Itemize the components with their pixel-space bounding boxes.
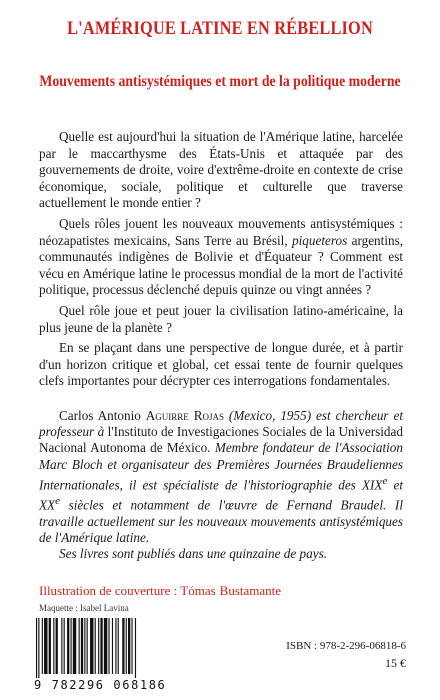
- barcode-bar: [64, 618, 65, 674]
- bio-superscript-2: e: [55, 495, 61, 508]
- barcode-bar: [44, 618, 47, 674]
- author-bio-paragraph: [39, 408, 403, 546]
- isbn: ISBN : 978-2-296-06818-6: [286, 640, 406, 652]
- barcode-bar: [87, 618, 88, 674]
- illustration-credit-label: Illustration de couverture : Tómas: [39, 583, 216, 598]
- illustration-credit: [39, 583, 281, 599]
- barcode-bar: [95, 618, 96, 674]
- blurb-paragraph-2-start: Quels rôles jouent les nouveaux mouvements antisystémiques : néozapatistes mexicains, Sans Terre au Brésil,: [39, 215, 403, 248]
- barcode-bar: [38, 618, 39, 678]
- price: 15 €: [385, 656, 406, 670]
- bio-sentence-5: siècles et notamment de l'œuvre de Fernand Braudel. Il travaille actuellement sur les nouveaux mouvements antisystémiques de l'Amérique latine.: [39, 497, 403, 546]
- barcode-bar: [122, 618, 124, 674]
- bio-sentence-6: Ses livres sont publiés dans une quinzaine de pays.: [59, 546, 327, 562]
- barcode-bars: [34, 618, 184, 678]
- author-given-name: Carlos Antonio: [59, 408, 146, 423]
- barcode-bar: [67, 618, 69, 674]
- blurb-paragraph-2: [39, 216, 403, 299]
- blurb-paragraph-3: Quel rôle joue et peut jouer la civilisation latino-américaine, la plus jeune de la planète ?: [39, 302, 403, 335]
- barcode-bar: [135, 618, 136, 678]
- maquette-credit: Maquette : Isabel Lavina: [39, 603, 129, 613]
- blurb-paragraph-1: Quelle est aujourd'hui la situation de l'Amérique latine, harcelée par le maccarthysme des États-Unis et attaquée par des gouvernements de droite, voire d'extrême-droite en contexte de crise économique, sociale, politique et culturelle que traverse actuellement le monde entier ?: [39, 129, 403, 211]
- barcode-bar: [79, 618, 80, 674]
- barcode-bar: [71, 618, 72, 674]
- book-title: L'AMÉRIQUE LATINE EN RÉBELLION: [67, 18, 373, 39]
- barcode-bar: [131, 618, 132, 674]
- barcode-bar: [42, 618, 43, 674]
- blurb-paragraph-4: En se plaçant dans une perspective de longue durée, et à partir d'un horizon critique et global, cet essai tente de fournir quelques clefs importantes pour décrypter ces interrogations fondamentales.: [39, 340, 403, 389]
- book-subtitle: Mouvements antisystémiques et mort de la politique moderne: [39, 73, 401, 90]
- barcode-digits: 9 782296 068186: [34, 678, 167, 692]
- barcode-bar: [128, 618, 130, 674]
- blurb-italic-piqueteros: piqueteros: [292, 232, 348, 248]
- barcode-bar: [115, 618, 116, 674]
- author-bio-publications: [39, 546, 403, 562]
- barcode-bar: [112, 618, 113, 674]
- barcode-bar: [118, 618, 119, 674]
- barcode-bar: [49, 618, 51, 674]
- barcode-bar: [73, 618, 76, 674]
- barcode-bar: [100, 618, 102, 674]
- bio-sentence-3: Membre fondateur de l'Association Marc Bloch et organisateur des Premières Journées Braudeliennes Internationales, il est spécialiste de l'historiographie des XIX: [39, 440, 403, 493]
- bio-sentence-1: (Mexico, 1955) est chercheur et professeur à: [39, 408, 403, 440]
- blurb: [39, 129, 403, 394]
- bio-institute: l'Instituto de Investigaciones Sociales de la Universidad Nacional Autonoma de México.: [39, 424, 403, 456]
- bio-sentence-4: et XX: [39, 477, 403, 513]
- blurb-paragraph-2-end: argentins, communautés indigènes de Bolivie et d'Équateur ? Comment est vécu en Amérique latine le processus mondial de la mort de l'activité politique, processus déclenché depuis quinze ou vingt années ?: [39, 232, 404, 298]
- barcode-bar: [36, 618, 37, 678]
- barcode-bar: [53, 618, 54, 674]
- illustration-credit-name: Bustamante: [219, 583, 282, 598]
- barcode-bar: [90, 618, 93, 674]
- author-bio: [39, 408, 403, 563]
- barcode-bar: [108, 618, 109, 674]
- author-surname: Aguirre Rojas: [145, 408, 225, 423]
- barcode-bar: [56, 618, 58, 674]
- barcode-bar: [126, 618, 127, 674]
- barcode-bar: [104, 618, 107, 674]
- barcode-bar: [84, 618, 85, 674]
- bio-superscript-1: e: [382, 474, 388, 487]
- barcode-bar: [61, 618, 62, 674]
- barcode-bar: [98, 618, 99, 674]
- barcode-bar: [81, 618, 83, 674]
